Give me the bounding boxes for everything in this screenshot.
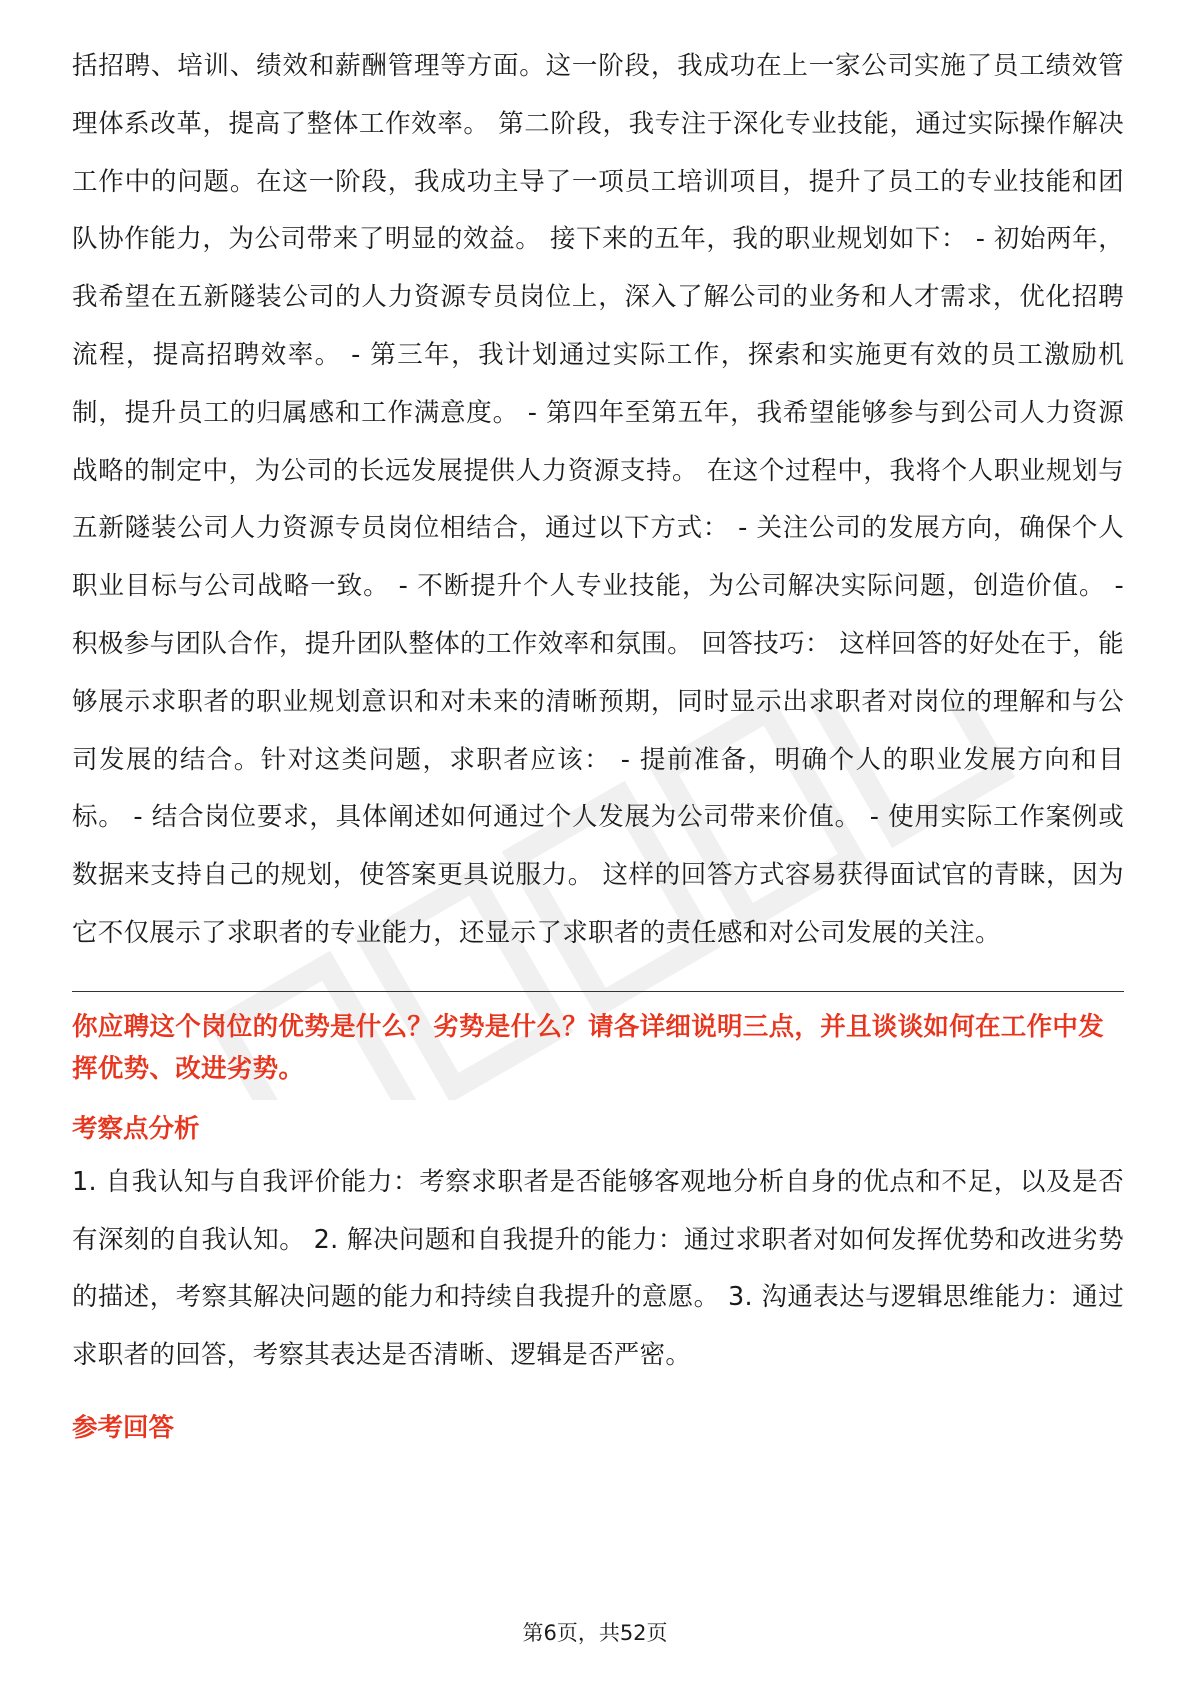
analysis-paragraph: 1. 自我认知与自我评价能力：考察求职者是否能够客观地分析自身的优点和不足，以及是否有深刻的自我认知。 2. 解决问题和自我提升的能力：通过求职者对如何发挥优势和改进劣势的描述，考察其解决问题的能力和持续自我提升的意愿。 3. 沟通表达与逻辑思维能力：通过求职者的回答，考察其表达是否清晰、逻辑是否严密。	[72, 1166, 1124, 1371]
page-content	[72, 38, 1124, 1449]
page-footer: 第6页，共52页	[522, 1621, 668, 1645]
analysis-heading: 考察点分析	[72, 1113, 200, 1144]
answer-heading: 参考回答	[72, 1412, 175, 1443]
question-heading: 你应聘这个岗位的优势是什么？劣势是什么？请各详细说明三点，并且谈谈如何在工作中发挥优势、改进劣势。	[72, 1011, 1105, 1084]
section-divider	[72, 991, 1124, 992]
body-paragraph: 括招聘、培训、绩效和薪酬管理等方面。这一阶段，我成功在上一家公司实施了员工绩效管理体系改革，提高了整体工作效率。 第二阶段，我专注于深化专业技能，通过实际操作解决工作中的问题。在这一阶段，我成功主导了一项员工培训项目，提升了员工的专业技能和团队协作能力，为公司带来了明显的效益。 接下来的五年，我的职业规划如下： - 初始两年，我希望在五新隧装公司的人力资源专员岗位上，深入了解公司的业务和人才需求，优化招聘流程，提高招聘效率。 - 第三年，我计划通过实际工作，探索和实施更有效的员工激励机制，提升员工的归属感和工作满意度。 - 第四年至第五年，我希望能够参与到公司人力资源战略的制定中，为公司的长远发展提供人力资源支持。 在这个过程中，我将个人职业规划与五新隧装公司人力资源专员岗位相结合，通过以下方式： - 关注公司的发展方向，确保个人职业目标与公司战略一致。 - 不断提升个人专业技能，为公司解决实际问题，创造价值。 - 积极参与团队合作，提升团队整体的工作效率和氛围。 回答技巧： 这样回答的好处在于，能够展示求职者的职业规划意识和对未来的清晰预期，同时显示出求职者对岗位的理解和与公司发展的结合。针对这类问题，求职者应该： - 提前准备，明确个人的职业发展方向和目标。 - 结合岗位要求，具体阐述如何通过个人发展为公司带来价值。 - 使用实际工作案例或数据来支持自己的规划，使答案更具说服力。 这样的回答方式容易获得面试官的青睐，因为它不仅展示了求职者的专业能力，还显示了求职者的责任感和对公司发展的关注。	[72, 51, 1124, 948]
